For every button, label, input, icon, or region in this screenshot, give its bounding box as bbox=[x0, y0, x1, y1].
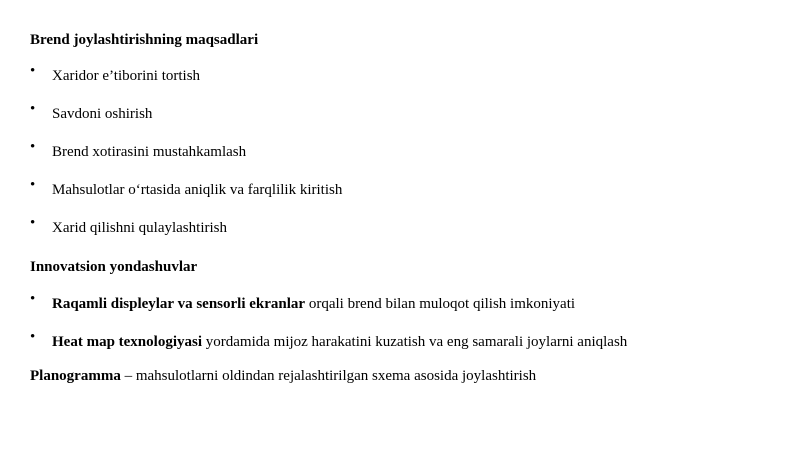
list-item-bold-term: Heat map texnologiyasi bbox=[52, 334, 202, 350]
list-item-text: Mahsulotlar o‘rtasida aniqlik va farqlilik kiritish bbox=[52, 182, 343, 198]
list-item-description: yordamida mijoz harakatini kuzatish va eng samarali joylarni aniqlash bbox=[202, 334, 628, 350]
list-item-text bbox=[52, 295, 575, 313]
list-item-text: Xarid qilishni qulaylashtirish bbox=[52, 220, 227, 236]
list-item-text: Savdoni oshirish bbox=[52, 106, 153, 122]
bullet-icon: • bbox=[30, 329, 36, 345]
list-item-bold-term: Raqamli displeylar va sensorli ekranlar bbox=[52, 296, 306, 312]
list-item-text: Xaridor e’tiborini tortish bbox=[52, 68, 201, 84]
list-item-description: orqali brend bilan muloqot qilish imkoniyati bbox=[305, 296, 576, 312]
planogram-term: Planogramma bbox=[30, 368, 121, 384]
list-item-text: Brend xotirasini mustahkamlash bbox=[52, 144, 247, 160]
section-heading-goals: Brend joylashtirishning maqsadlari bbox=[30, 32, 259, 48]
bullet-icon: • bbox=[30, 291, 36, 307]
section-heading-innovations: Innovatsion yondashuvlar bbox=[30, 259, 198, 275]
bullet-icon: • bbox=[30, 63, 36, 79]
bullet-icon: • bbox=[30, 101, 36, 117]
bullet-icon: • bbox=[30, 177, 36, 193]
planogram-description: – mahsulotlarni oldindan rejalashtirilgan sxema asosida joylashtirish bbox=[120, 368, 537, 384]
planogram-definition bbox=[30, 367, 536, 385]
bullet-icon: • bbox=[30, 139, 36, 155]
bullet-icon: • bbox=[30, 215, 36, 231]
list-item-text bbox=[52, 333, 627, 351]
